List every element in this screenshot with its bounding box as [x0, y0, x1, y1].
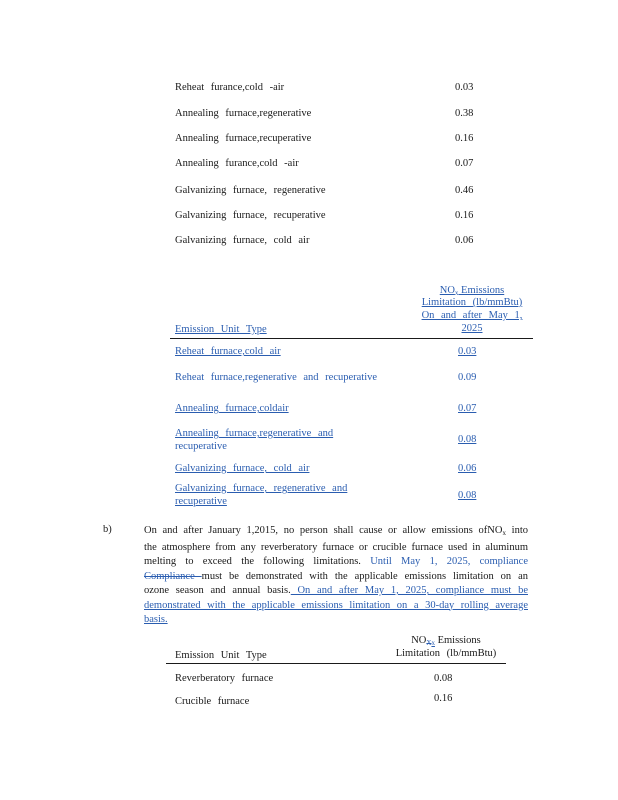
header-divider [166, 663, 506, 664]
paragraph-b: On and after January 1,2015, no person shall cause or allow emissions ofNO$_x$ into the atmosphere from any reverberatory furnace or crucible furnace used in aluminum melting to exceed the following limitations. Until May 1, 2025, compliance Compliance must be demonstrated with the applicable emissions limitation on an ozone season and annual basis. On and after May 1, 2025, compliance must be demonstrated with the applicable emissions limitation on a 30-day rolling average basis. [144, 525, 528, 625]
table-row-value: 0.16 [434, 693, 453, 704]
table-row-type: Galvanizing furnace, cold air [175, 463, 310, 474]
type-header: Emission Unit Type [175, 650, 267, 661]
table-row-value: 0.16 [455, 133, 474, 144]
table-row-value: 0.07 [455, 158, 474, 169]
limit-header-line1: $NO_{Xx}$ Emissions [411, 635, 481, 647]
table-row-type-cont: recuperative [175, 496, 227, 507]
table-row-value: 0.16 [455, 210, 474, 221]
table-row-type: Annealing furnace,recuperative [175, 133, 312, 144]
limit-header-line4: 2025 [461, 323, 483, 334]
table-row-type: Reheat furnace,regenerative and recuperative [175, 372, 378, 383]
table-row-value: 0.38 [455, 108, 474, 119]
table-row-value: 0.06 [455, 235, 474, 246]
table-row-type: Annealing furance,cold -air [175, 158, 299, 169]
limit-header-line3: On and after May 1, [421, 310, 523, 321]
limit-header-line2: Limitation (lb/mmBtu) [421, 297, 523, 308]
table-row-value: 0.08 [458, 490, 477, 501]
table-row-value: 0.07 [458, 403, 477, 414]
table-row-value: 0.06 [458, 463, 477, 474]
table-row-type-cont: recuperative [175, 441, 227, 452]
header-divider [170, 338, 533, 339]
table-row-type: Galvanizing furnace, recuperative [175, 210, 326, 221]
table-row-type: Galvanizing furnace, cold air [175, 235, 310, 246]
table-row-type: Annealing furnace,coldair [175, 403, 289, 414]
table-row-value: 0.08 [434, 673, 453, 684]
table-row-value: 0.03 [458, 346, 477, 357]
table-row-value: 0.09 [458, 372, 477, 383]
limit-header-line1: $NO_x$ Emissions [439, 285, 505, 297]
table-row-value: 0.03 [455, 82, 474, 93]
table-row-type: Reverberatory furnace [175, 673, 274, 684]
table-row-type: Crucible furnace [175, 696, 250, 707]
table-row-type: Galvanizing furnace, regenerative [175, 185, 326, 196]
limit-header-line2: Limitation (lb/mmBtu) [395, 648, 497, 659]
table-row-value: 0.08 [458, 434, 477, 445]
table-row-type: Reheat furnace,cold air [175, 346, 281, 357]
table-row-type: Galvanizing furnace, regenerative and [175, 483, 348, 494]
table-row-type: Reheat furance,cold -air [175, 82, 285, 93]
table-row-value: 0.46 [455, 185, 474, 196]
table-row-type: Annealing furnace,regenerative [175, 108, 312, 119]
paragraph-label: b) [103, 524, 112, 535]
type-header: Emission Unit Type [175, 324, 267, 335]
table-row-type: Annealing furnace,regenerative and [175, 428, 334, 439]
